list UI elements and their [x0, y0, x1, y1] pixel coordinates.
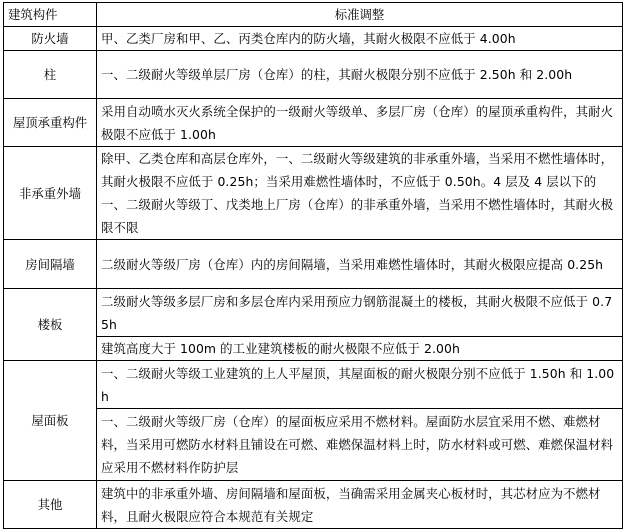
row-text: 一、二级耐火等级工业建筑的上人平屋顶，其屋面板的耐火极限分别不应低于 1.50h 和 1.00h — [97, 361, 623, 409]
row-category: 柱 — [4, 51, 97, 99]
row-text: 二级耐火等级厂房（仓库）内的房间隔墙，当采用难燃性墙体时，其耐火极限应提高 0.25h — [97, 240, 623, 289]
row-text: 建筑中的非承重外墙、房间隔墙和屋面板，当确需采用金属夹心板材时，其芯材应为不燃材料，且耐火极限应符合本规范有关规定 — [97, 481, 623, 529]
row-category: 屋面板 — [4, 361, 97, 481]
fire-resistance-table — [3, 2, 623, 529]
header-standard-adjustment: 标准调整 — [97, 3, 623, 27]
table-row — [4, 289, 623, 337]
row-category: 其他 — [4, 481, 97, 529]
table-row — [4, 409, 623, 481]
row-text: 一、二级耐火等级单层厂房（仓库）的柱，其耐火极限分别不应低于 2.50h 和 2.00h — [97, 51, 623, 99]
row-category: 楼板 — [4, 289, 97, 361]
table-row — [4, 27, 623, 51]
row-text: 建筑高度大于 100m 的工业建筑楼板的耐火极限不应低于 2.00h — [97, 337, 623, 361]
table-row — [4, 361, 623, 409]
row-category: 房间隔墙 — [4, 240, 97, 289]
header-component: 建筑构件 — [4, 3, 97, 27]
row-category: 防火墙 — [4, 27, 97, 51]
row-category: 屋顶承重构件 — [4, 99, 97, 147]
row-text: 二级耐火等级多层厂房和多层仓库内采用预应力钢筋混凝土的楼板，其耐火极限不应低于 0.75h — [97, 289, 623, 337]
row-text: 除甲、乙类仓库和高层仓库外，一、二级耐火等级建筑的非承重外墙，当采用不燃性墙体时，其耐火极限不应低于 0.25h；当采用难燃性墙体时，不应低于 0.50h。4 层及 4 层以下的一、二级耐火等级丁、戊类地上厂房（仓库）的非承重外墙，当采用不燃性墙体时，其耐火极限不限 — [97, 147, 623, 240]
table-row — [4, 147, 623, 240]
table-row — [4, 337, 623, 361]
row-text: 一、二级耐火等级厂房（仓库）的屋面板应采用不燃材料。屋面防水层宜采用不燃、难燃材料，当采用可燃防水材料且铺设在可燃、难燃保温材料上时，防水材料或可燃、难燃保温材料应采用不燃材料作防护层 — [97, 409, 623, 481]
row-category: 非承重外墙 — [4, 147, 97, 240]
table-row — [4, 99, 623, 147]
table-header-row — [4, 3, 623, 27]
table-row — [4, 240, 623, 289]
row-text: 甲、乙类厂房和甲、乙、丙类仓库内的防火墙，其耐火极限不应低于 4.00h — [97, 27, 623, 51]
table-row — [4, 51, 623, 99]
row-text: 采用自动喷水灭火系统全保护的一级耐火等级单、多层厂房（仓库）的屋顶承重构件，其耐火极限不应低于 1.00h — [97, 99, 623, 147]
table-row — [4, 481, 623, 529]
